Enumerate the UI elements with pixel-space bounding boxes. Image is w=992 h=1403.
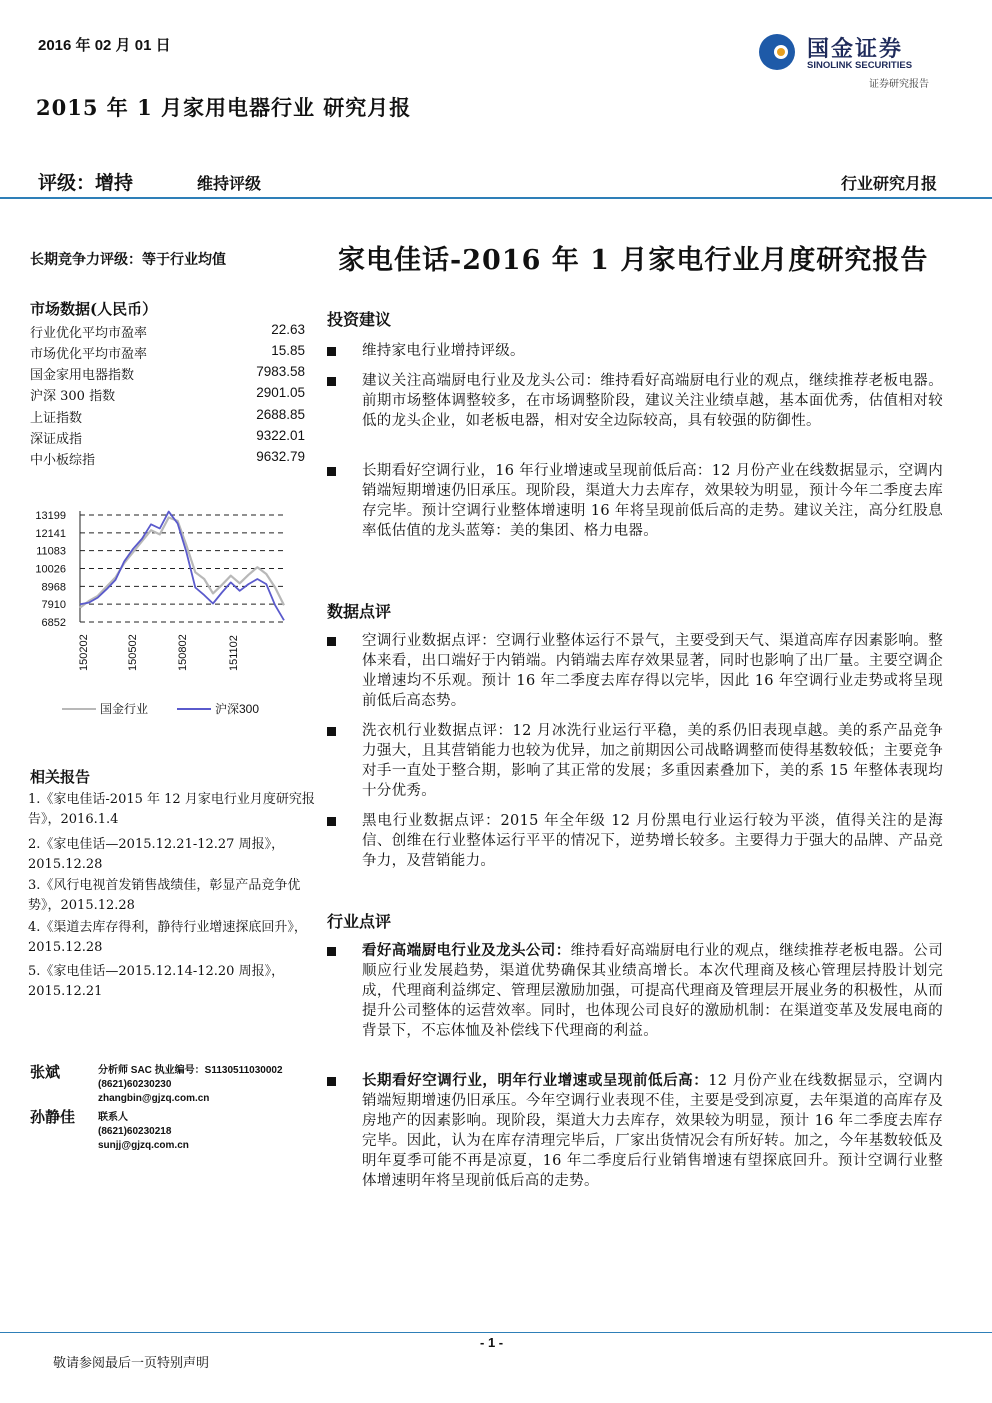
market-row-label: 中小板综指 — [30, 453, 96, 468]
bullet-text — [362, 1071, 943, 1191]
legend-label: 国金行业 — [100, 702, 149, 716]
disclaimer: 敬请参阅最后一页特别声明 — [53, 1356, 210, 1371]
market-row — [30, 385, 305, 405]
bullet-text: 空调行业数据点评：空调行业整体运行不景气，主要受到天气、渠道高库存因素影响。整体来看，出口端好于内销端。内销端去库存效果显著，同时也影响了出厂量。主要空调企业增速均不乐观。预计 16 年二季度去库存得以完毕，因此 16 年空调行业走势或将呈现前低后高态势。 — [362, 633, 943, 709]
bullet-body: 12 月份产业在线数据显示，空调内销端短期增速仍旧承压。今年空调行业表现不佳，主要是受到凉夏，去年渠道的高库存及房地产的因素影响。现阶段，渠道大力去库存，效果较为明显，预计 16 年二季度去库存完毕。因此，认为在库存清理完毕后，厂家出货情况会有所好转。加之，今年基数较低及明年夏季可能不再是凉夏，16 年二季度后行业销售增速有望探底回升。预计空调行业整体增速明年将呈现前低后高的走势。 — [362, 1073, 943, 1189]
related-report-item[interactable]: 1.《家电佳话-2015 年 12 月家电行业月度研究报告》，2016.1.4 — [28, 792, 315, 827]
header-divider — [0, 197, 992, 199]
market-row — [30, 428, 305, 448]
doc-title: 2015 年 1 月家用电器行业 研究月报 — [36, 95, 412, 120]
x-tick-label: 150802 — [177, 634, 189, 671]
y-tick-label: 11083 — [36, 545, 66, 558]
bullet-square-icon — [327, 347, 336, 356]
related-report-item[interactable]: 4.《渠道去库存得利，静待行业增速探底回升》，2015.12.28 — [28, 920, 307, 955]
related-report-item[interactable]: 3.《风行电视首发销售战绩佳，彰显产品竞争优势》，2015.12.28 — [28, 878, 301, 913]
related-report-item[interactable]: 5.《家电佳话—2015.12.14-12.20 周报》，2015.12.21 — [28, 964, 285, 999]
bullet-text: 长期看好空调行业，16 年行业增速或呈现前低后高：12 月份产业在线数据显示，空调内销端短期增速仍旧承压。现阶段，渠道大力去库存，效果较为明显，预计今年二季度去库存完毕。预计空调行业整体增速明 16 年将呈现前低后高的走势。建议关注，高分红股息率低估值的龙头蓝筹：美的集团、格力电器。 — [362, 463, 943, 539]
contact-phone: (8621)60230218 — [98, 1126, 172, 1137]
market-row-label: 上证指数 — [30, 411, 83, 426]
section-title-investment: 投资建议 — [327, 310, 392, 329]
logo-name-cn: 国金证券 — [807, 37, 904, 62]
market-data-title: 市场数据(人民币） — [30, 300, 158, 318]
analyst-email[interactable]: zhangbin@gjzq.com.cn — [98, 1093, 210, 1104]
page-number: - 1 - — [480, 1335, 504, 1350]
bullet-square-icon — [327, 1077, 336, 1086]
analyst-contact — [98, 1064, 283, 1106]
long-term-rating: 长期竞争力评级：等于行业均值 — [30, 252, 226, 268]
related-reports-title: 相关报告 — [30, 768, 91, 786]
main-headline: 家电佳话-2016 年 1 月家电行业月度研究报告 — [338, 245, 929, 276]
logo-subtitle: 证券研究报告 — [869, 79, 929, 90]
market-row-value: 7983.58 — [256, 364, 305, 379]
related-report-item[interactable]: 2.《家电佳话—2015.12.21-12.27 周报》，2015.12.28 — [28, 837, 285, 872]
contact-role: 联系人 — [98, 1112, 128, 1123]
market-row-label: 国金家用电器指数 — [30, 368, 135, 383]
bullet-square-icon — [327, 817, 336, 826]
market-row-label: 市场优化平均市盈率 — [30, 347, 148, 362]
footer-divider — [0, 1332, 992, 1333]
market-row-value: 2688.85 — [256, 407, 305, 422]
company-logo — [757, 30, 947, 90]
market-row — [30, 449, 305, 469]
bullet-text: 黑电行业数据点评：2015 年全年级 12 月份黑电行业运行较为平淡，值得关注的是海信、创维在行业整体运行平平的情况下，逆势增长较多。主要得力于强大的品牌、产品竞争力，及营销能力。 — [362, 813, 943, 869]
bullet-square-icon — [327, 727, 336, 736]
y-tick-label: 8968 — [41, 581, 66, 594]
bullet-square-icon — [327, 467, 336, 476]
analyst-id: 分析师 SAC 执业编号：S1130511030002 — [98, 1065, 283, 1076]
logo-name-en: SINOLINK SECURITIES — [807, 60, 913, 71]
logo-mark-icon — [757, 32, 797, 72]
market-row — [30, 343, 305, 363]
contact-person-name: 孙静佳 — [30, 1108, 76, 1126]
legend-label: 沪深300 — [215, 702, 260, 716]
analyst-name: 张斌 — [30, 1063, 61, 1081]
market-row — [30, 407, 305, 427]
section-title-industry-review: 行业点评 — [327, 912, 392, 931]
x-tick-label: 151102 — [228, 635, 240, 671]
x-tick-label: 150202 — [78, 634, 90, 671]
bullet-text: 洗衣机行业数据点评：12 月冰洗行业运行平稳，美的系仍旧表现卓越。美的系产品竞争力强大，且其营销能力也较为优异，加之前期因公司战略调整而使得基数较低；主要竞争对手一直处于整合期，影响了其正常的发展；多重因素叠加下，美的系 15 年整体表现均十分优秀。 — [362, 723, 943, 799]
bullet-text: 建议关注高端厨电行业及龙头公司：维持看好高端厨电行业的观点，继续推荐老板电器。前期市场整体调整较多，在市场调整阶段，建议关注业绩卓越，基本面优秀，估值相对较低的龙头企业，如老板电器，相对安全边际较高，具有较强的防御性。 — [362, 373, 943, 429]
y-tick-label: 7910 — [41, 599, 66, 612]
bullet-lead: 看好高端厨电行业及龙头公司： — [362, 942, 571, 959]
contact-email[interactable]: sunjj@gjzq.com.cn — [98, 1140, 189, 1151]
y-tick-label: 12141 — [35, 527, 66, 540]
market-row-label: 沪深 300 指数 — [30, 389, 116, 404]
bullet-lead: 长期看好空调行业，明年行业增速或呈现前低后高： — [362, 1072, 709, 1089]
y-tick-label: 10026 — [35, 563, 66, 576]
y-tick-label: 13199 — [35, 510, 66, 522]
report-date: 2016 年 02 月 01 日 — [38, 37, 171, 54]
market-row-label: 深证成指 — [30, 432, 83, 447]
bullet-body: 维持看好高端厨电行业的观点，继续推荐老板电器。公司顺应行业发展趋势，渠道优势确保其业绩高增长。本次代理商及核心管理层持股计划完成，代理商利益绑定、管理层激励加强，可提高代理商及管理层开展业务的积极性，从而提升公司整体的运营效率。同时，也体现公司良好的激励机制：在渠道变革及发展电商的背景下，不忘体恤及补偿线下代理商的利益。 — [362, 943, 944, 1039]
market-row-value: 15.85 — [271, 343, 305, 358]
section-title-data-review: 数据点评 — [327, 602, 392, 621]
x-tick-label: 150502 — [127, 634, 139, 671]
bullet-square-icon — [327, 637, 336, 646]
rating: 评级：增持 — [38, 172, 134, 194]
bullet-square-icon — [327, 377, 336, 386]
market-row — [30, 322, 305, 342]
contact-person-info — [98, 1111, 189, 1153]
bullet-square-icon — [327, 947, 336, 956]
report-type: 行业研究月报 — [840, 174, 937, 193]
bullet-text — [362, 941, 943, 1041]
series-line — [80, 518, 284, 608]
analyst-phone: (8621)60230230 — [98, 1079, 172, 1090]
market-row-value: 9632.79 — [256, 449, 305, 464]
index-line-chart — [22, 495, 312, 725]
market-row-value: 2901.05 — [256, 385, 305, 400]
market-row-value: 22.63 — [271, 322, 305, 337]
bullet-text: 维持家电行业增持评级。 — [362, 343, 525, 359]
market-row — [30, 364, 305, 384]
market-row-value: 9322.01 — [256, 428, 305, 443]
y-tick-label: 6852 — [41, 617, 66, 629]
market-row-label: 行业优化平均市盈率 — [30, 326, 148, 341]
rating-action: 维持评级 — [197, 174, 262, 193]
